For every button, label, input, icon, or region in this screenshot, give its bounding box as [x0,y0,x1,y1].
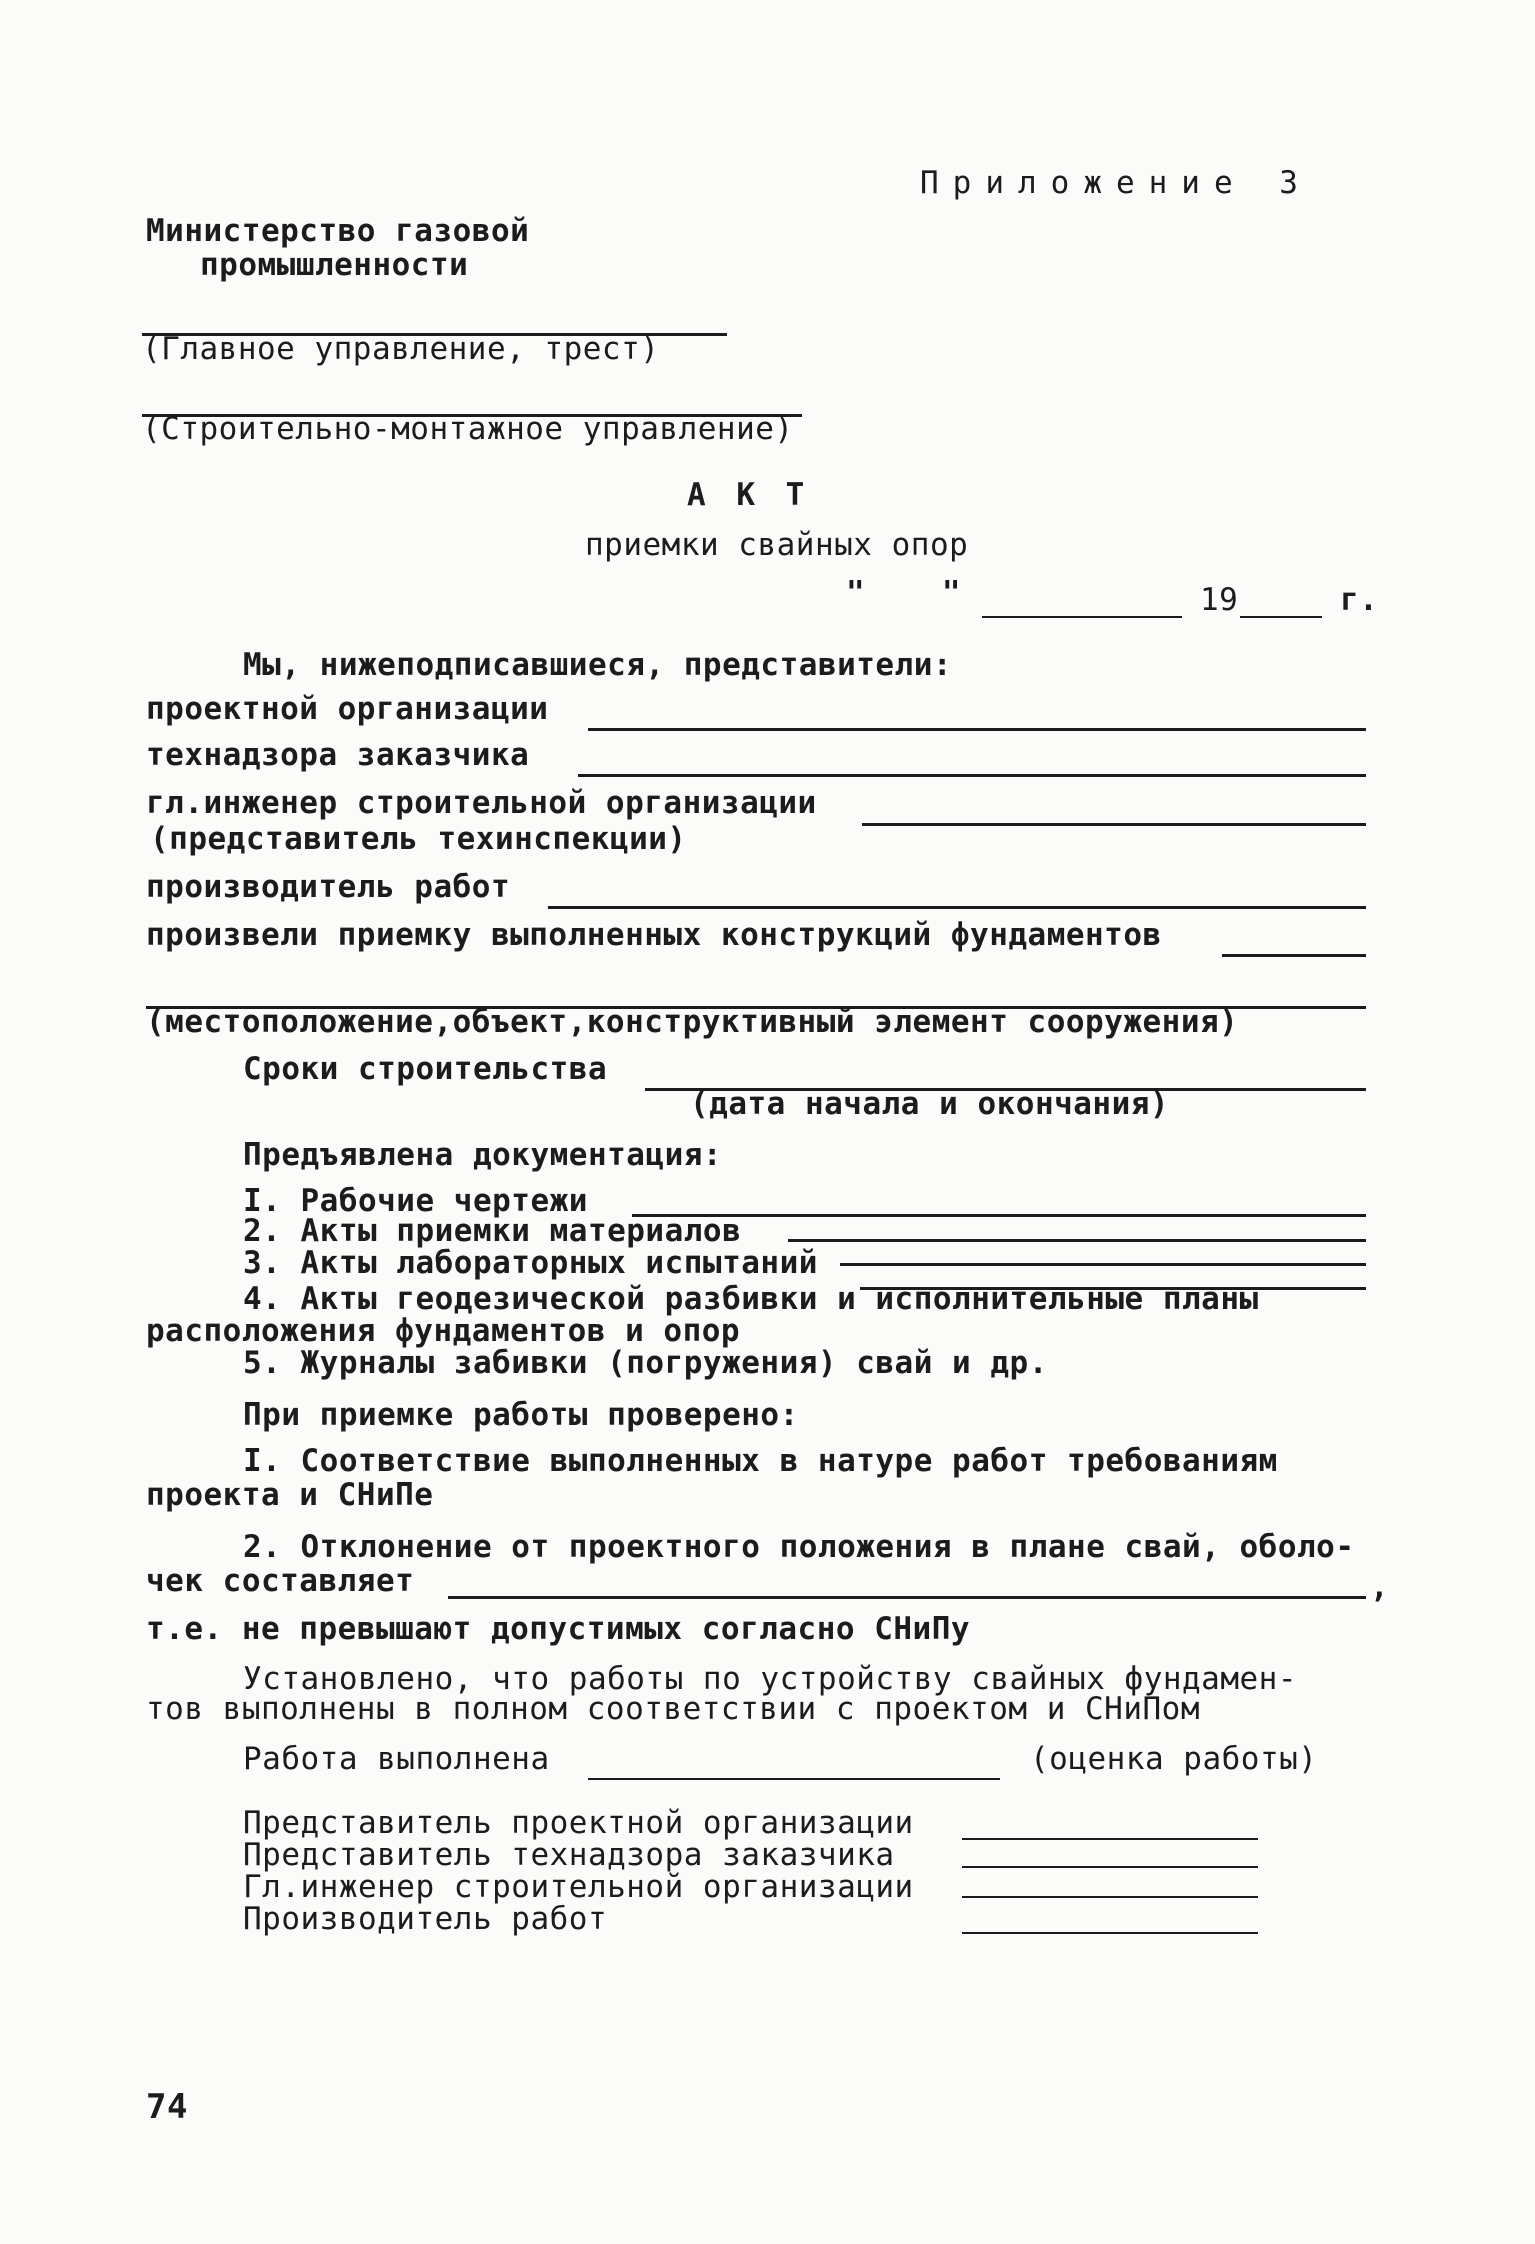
checked-heading: При приемке работы проверено: [243,1397,799,1433]
foreman-label: производитель работ [146,869,511,905]
design-org-line [588,728,1366,731]
design-org-label: проектной организации [146,691,549,727]
signature-label-design-org: Представитель проектной организации [243,1805,914,1841]
deviation-line [448,1596,1366,1599]
doc-item-4a: 4. Акты геодезической разбивки и исполнительные планы [243,1281,1259,1317]
signature-label-foreman: Производитель работ [243,1901,608,1937]
page-number: 74 [146,2087,188,2127]
ministry-line-1: Министерство газовой [146,213,530,249]
doc-item-4b: расположения фундаментов и опор [146,1313,741,1349]
date-quotes: " " [846,575,961,611]
doc-item-3-line [840,1263,1366,1266]
signature-line-foreman [962,1932,1258,1934]
check-1a: I. Соответствие выполненных в натуре работ требованиям [243,1443,1278,1479]
ministry-line-2: промышленности [200,247,469,283]
check-2b: чек составляет [146,1563,415,1599]
main-department-caption: (Главное управление, трест) [142,331,660,367]
work-rating-caption: (оценка работы) [1030,1741,1318,1777]
doc-item-4-line [860,1287,1366,1290]
date-day-month-line [982,616,1182,618]
accepted-text: произвели приемку выполненных конструкций фундаментов [146,917,1162,953]
intro-text: Мы, нижеподписавшиеся, представители: [243,647,953,683]
chief-engineer-label: гл.инженер строительной организации [146,785,817,821]
chief-engineer-line [862,823,1366,826]
signature-label-chief-engineer: Гл.инженер строительной организации [243,1869,914,1905]
signature-line-tech-supervision [962,1866,1258,1868]
signature-line-design-org [962,1838,1258,1840]
established-line-1: Установлено, что работы по устройству свайных фундамен- [243,1661,1297,1697]
check-2a: 2. Отклонение от проектного положения в плане свай, оболо- [243,1529,1355,1565]
docs-heading: Предъявлена документация: [243,1137,723,1173]
established-line-2: тов выполнены в полном соответствии с проектом и СНиПом [146,1691,1200,1727]
doc-item-2: 2. Акты приемки материалов [243,1213,742,1249]
tech-inspection-label: (представитель техинспекции) [150,821,687,857]
tech-supervision-label: технадзора заказчика [146,737,530,773]
location-caption: (местоположение,объект,конструктивный элемент сооружения) [146,1004,1239,1040]
signature-label-tech-supervision: Представитель технадзора заказчика [243,1837,895,1873]
signature-line-chief-engineer [962,1896,1258,1898]
work-done-label: Работа выполнена [243,1741,550,1777]
doc-item-5: 5. Журналы забивки (погружения) свай и др. [243,1345,1048,1381]
year-line [1240,616,1322,618]
smu-caption: (Строительно-монтажное управление) [142,411,794,447]
terms-caption: (дата начала и окончания) [690,1086,1170,1122]
act-subtitle: приемки свайных опор [585,527,969,563]
check-1b: проекта и СНиПе [146,1477,434,1513]
work-done-line [588,1778,1000,1780]
doc-item-2-line [788,1239,1366,1242]
year-suffix: г. [1340,582,1379,618]
terms-label: Сроки строительства [243,1051,608,1087]
deviation-comma: , [1370,1569,1390,1605]
doc-item-1: I. Рабочие чертежи [243,1183,588,1219]
foreman-line [548,906,1366,909]
doc-item-1-line [632,1214,1366,1217]
appendix-label: Приложение 3 [920,165,1312,201]
doc-item-3: 3. Акты лабораторных испытаний [243,1245,818,1281]
accepted-line [1222,954,1366,957]
year-prefix: 19 [1200,582,1239,618]
act-title: А К Т [687,477,811,513]
check-2c: т.е. не превышают допустимых согласно СНиПу [146,1611,971,1647]
tech-supervision-line [578,774,1366,777]
